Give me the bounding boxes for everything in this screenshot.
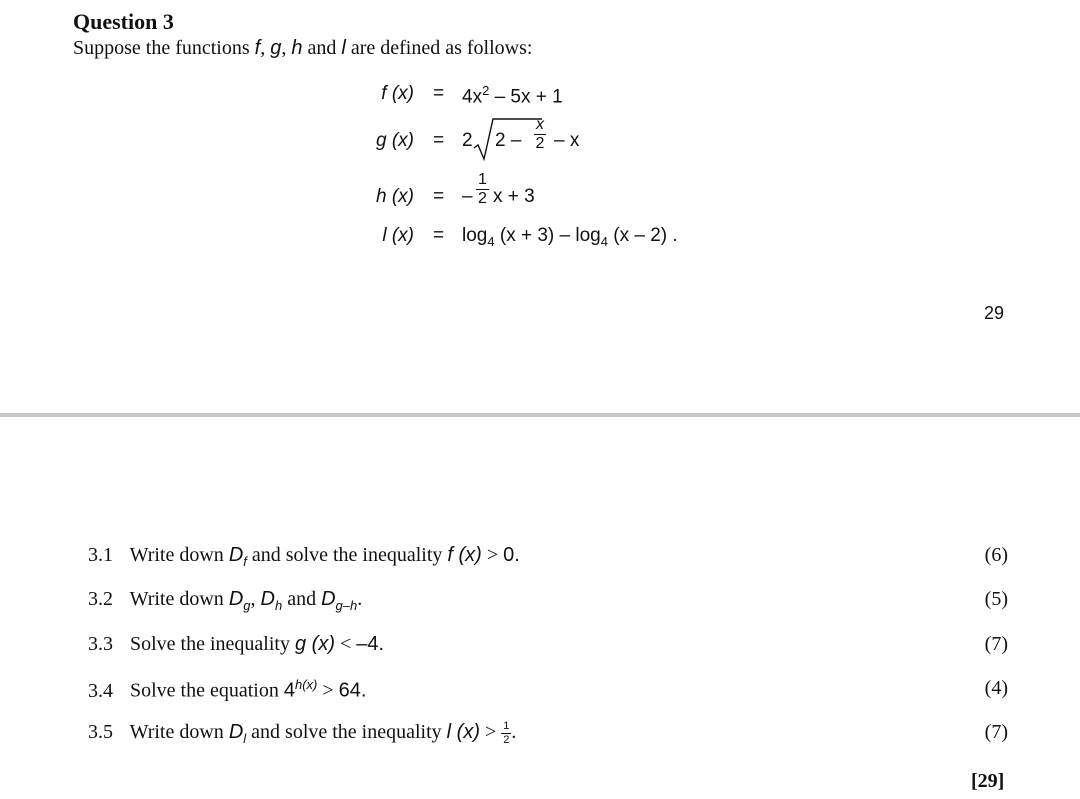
math-value: 64. xyxy=(338,679,367,702)
power-exponent: h(x) xyxy=(294,677,318,692)
subquestion-number: 3.3 xyxy=(88,633,113,655)
math-expression: f (x) xyxy=(447,544,482,566)
intro-g: g xyxy=(270,37,282,59)
eq-h-tail: x + 3 xyxy=(493,186,535,207)
subquestion-text: Write down xyxy=(129,588,229,610)
relation: > xyxy=(480,721,502,744)
subquestion-text: Solve the inequality xyxy=(130,633,295,655)
eq-f-rest: – 5x + 1 xyxy=(489,86,563,108)
eq-l-rhs xyxy=(462,225,678,249)
subquestion-3-2 xyxy=(88,588,362,613)
eq-f-lhs: f (x) xyxy=(381,83,414,104)
subquestion-3-4 xyxy=(88,677,366,703)
subquestion-text: Solve the equation xyxy=(130,679,284,702)
eq-g-inner: 2 – xyxy=(495,130,522,151)
domain-subscript: g xyxy=(243,598,251,613)
domain-symbol: D xyxy=(228,588,244,610)
eq-h-lhs: h (x) xyxy=(376,186,414,207)
relation: > xyxy=(317,679,339,702)
power-base: 4 xyxy=(283,679,295,702)
intro-h: h xyxy=(291,37,303,59)
math-expression: l (x) xyxy=(446,721,480,744)
domain-symbol: D xyxy=(321,588,336,610)
eq-f-term: 4x xyxy=(462,86,483,108)
eq-l-log2: log xyxy=(575,225,601,246)
total-marks: [29] xyxy=(971,770,1005,792)
eq-g-equals: = xyxy=(433,130,445,151)
marks-3-1: (6) xyxy=(984,544,1008,566)
eq-l-arg1: (x + 3) – xyxy=(494,225,576,246)
eq-g-frac-den: 2 xyxy=(535,135,545,152)
separator: , xyxy=(250,588,261,610)
domain-subscript: l xyxy=(243,731,247,747)
eq-f-exponent: 2 xyxy=(482,83,490,98)
subquestion-number: 3.5 xyxy=(88,721,113,744)
sentence-end: . xyxy=(357,588,363,610)
subquestion-text: and solve the inequality xyxy=(246,544,448,566)
frac-den: 2 xyxy=(503,734,510,746)
eq-l-lhs: l (x) xyxy=(382,225,414,246)
frac-num: 1 xyxy=(503,720,510,732)
subquestion-3-3 xyxy=(88,633,384,656)
sentence-end: . xyxy=(511,721,517,744)
subquestion-text: and xyxy=(282,588,322,610)
domain-symbol: D xyxy=(260,588,275,610)
question-title: Question 3 xyxy=(73,9,174,34)
eq-h-frac-den: 2 xyxy=(478,190,487,207)
eq-f-rhs xyxy=(462,83,563,108)
eq-h-equals: = xyxy=(433,186,445,207)
domain-subscript: f xyxy=(243,554,247,569)
intro-end: are defined as follows: xyxy=(350,37,533,59)
page-divider xyxy=(0,413,1080,417)
eq-g-frac-num: x xyxy=(536,116,544,133)
subquestion-3-5 xyxy=(88,721,516,746)
eq-l-log1: log xyxy=(462,225,488,246)
subquestion-number: 3.1 xyxy=(88,544,113,566)
eq-l-base2: 4 xyxy=(600,233,608,249)
eq-g-tail: – x xyxy=(554,130,580,151)
eq-l-base1: 4 xyxy=(487,233,495,249)
intro-f: f xyxy=(254,37,261,59)
eq-g-fraction xyxy=(534,117,546,152)
marks-3-5: (7) xyxy=(984,721,1008,743)
subquestion-text: Write down xyxy=(129,544,229,566)
math-expression: g (x) xyxy=(294,633,335,655)
intro-text: Suppose the functions xyxy=(73,37,250,59)
math-value: 0. xyxy=(503,544,520,566)
marks-3-3: (7) xyxy=(984,633,1008,655)
subquestion-3-1 xyxy=(88,544,520,569)
eq-l-arg2: (x – 2) . xyxy=(607,225,678,246)
marks-3-4: (4) xyxy=(984,677,1008,699)
eq-f-equals: = xyxy=(433,83,445,104)
math-value: –4. xyxy=(356,633,385,655)
subquestion-number: 3.4 xyxy=(88,679,113,702)
eq-g-coef: 2 xyxy=(462,130,473,151)
domain-subscript: g–h xyxy=(335,598,358,613)
eq-h-frac-num: 1 xyxy=(478,171,487,188)
eq-g-lhs: g (x) xyxy=(376,130,414,151)
question-intro: Suppose the functions f, g, h and l are defined as follows: xyxy=(73,37,533,59)
intro-l: l xyxy=(341,37,346,59)
domain-subscript: h xyxy=(274,598,283,613)
domain-symbol: D xyxy=(228,721,244,744)
marks-3-2: (5) xyxy=(984,588,1008,610)
subquestion-number: 3.2 xyxy=(88,588,113,610)
eq-h-minus: – xyxy=(462,186,473,207)
subquestion-text: Write down xyxy=(129,721,229,744)
relation: < xyxy=(334,633,357,655)
domain-symbol: D xyxy=(228,544,244,566)
eq-h-fraction xyxy=(476,172,489,207)
eq-l-equals: = xyxy=(433,225,445,246)
intro-and: and xyxy=(307,37,337,59)
subquestion-text: and solve the inequality xyxy=(246,721,447,744)
page-number: 29 xyxy=(984,303,1005,323)
relation: > xyxy=(481,544,504,566)
half-fraction xyxy=(501,721,511,746)
